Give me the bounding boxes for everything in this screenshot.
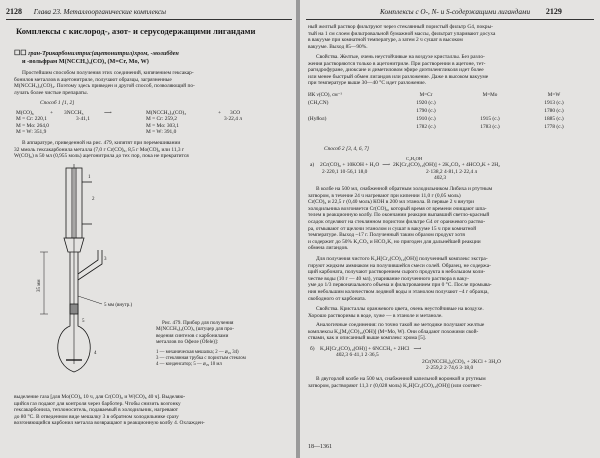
para-4: [308, 322, 592, 342]
right-header-title: Комплексы с O-, N- и S-содержащими лигандами: [380, 8, 531, 16]
dimension-5mm-label: 5 мм (внутр.): [104, 303, 133, 308]
eq2-label: а): [310, 162, 315, 169]
body-line: W(CO)₆) в 50 мл (0,955 моль) ацетонитрила до тех пор, пока не прекратится: [14, 153, 189, 160]
eq2-masses-right: 2·138,2 4·81,1 2·22,4 л: [426, 168, 478, 175]
body-line: ный желтый раствор фильтруют через стеклянный пористый фильтр G4, покры-: [308, 24, 493, 30]
caption-line: ведения синтезов с карбонилами: [156, 332, 229, 339]
ir-header-cell: M=Cr: [419, 92, 433, 98]
ir-header-cell: M=W: [547, 92, 561, 98]
body-line: тый на 1 см слоем фильтровальной бумажной массы, фильтрат упаривают досуха: [308, 30, 496, 37]
legend-line: 4 — конденсатор; 5 — ⌀₂₉ 10 мл: [156, 362, 222, 367]
eq1-reactant2: 3NCCH₃: [64, 110, 84, 116]
ir-table-row: [308, 116, 586, 122]
label-4: 4: [94, 351, 97, 356]
ir-table-cell: 1910 (с.): [416, 116, 436, 122]
body-line: и содержит до 50% K₂CO₃ и HCO₂K, но пригоден для дальнейшей реакции: [308, 238, 481, 245]
dimension-35-label: 35 мм: [37, 279, 42, 292]
body-line: честве воды (10 г — 40 мл), упаривание полученного раствора в ваку-: [308, 275, 469, 282]
ir-header-cell: M=Mo: [482, 92, 498, 98]
eq1-mass: M = W: 391,0: [146, 129, 177, 136]
body-line: телем в реакционную колбу. По окончании реакции выпавший светло-красный: [308, 212, 490, 219]
right-page-number: 2129: [545, 7, 562, 16]
ir-table-cell: 1780 (с.): [544, 108, 564, 114]
caption-line: Прибор для получения: [182, 320, 234, 326]
ir-table-cell: 1790 (с.): [416, 108, 436, 114]
section-title: Комплексы с кислород-, азот- и серусодержащими лигандами: [16, 26, 256, 36]
eq2-solvent: C₂H₅OH: [406, 156, 423, 161]
ir-table-cell: 1782 (с.): [416, 124, 436, 130]
intro-line: лучать более чистые препараты.: [14, 89, 88, 96]
eq2-mw: 402,3: [434, 175, 447, 182]
body-line: до 80 °С. В отведенном виде мешалку 3 в обратном холодильнике сразу: [14, 413, 179, 420]
eq2-right: 2K[Cr₂(CO)₁₀(OH)] + 2K₂CO₃ + 4HCO₂K + 2H₂: [392, 162, 501, 169]
equation-3: [310, 346, 592, 372]
body-line: ствами, как и описанный выше комплекс хрома [5].: [308, 335, 427, 342]
body-line: Хорошо растворимы в воде, хуже — в этаноле и метаноле.: [308, 312, 443, 319]
label-3: 3: [104, 257, 107, 262]
body-line: Аналогичные соединения: по точно такой же методике получают желтые: [316, 322, 485, 328]
intro-line: M(NCCH₃)₂(CO)₄. Поэтому здесь приведен и другой способ, позволяющий по-: [14, 83, 195, 90]
para-5: [308, 376, 592, 389]
label-5: 5: [82, 319, 85, 324]
ir-table-row: [308, 108, 586, 114]
body-line: свободного от карбоната.: [308, 295, 367, 302]
ir-header-cell: ИК ν(CO), см⁻¹: [308, 92, 342, 98]
ir-table-cell: 1778 (с.): [544, 124, 564, 130]
compound-title: [14, 50, 294, 57]
body-line: холодильника возгоняется Cr(CO)₆, который время от времени очищают шпа-: [308, 205, 487, 212]
body-line: В аппаратуре, приведенной на рис. 479, кипятят при перемешивании: [22, 140, 181, 146]
body-line: В колбе на 500 мл, снабженной обратным холодильником Либиха и ртутным: [316, 186, 493, 192]
body-line: обмена лигандов.: [308, 245, 349, 252]
body-line: 32 ммоль гексакарбонила металла (7,0 г Cr(CO)₆, 8,5 г Mo(CO)₆ или 11,3 г: [14, 146, 185, 153]
eq1-mass: M = Cr: 259,2: [146, 116, 177, 123]
method1-body: [14, 140, 290, 160]
para-3: [308, 256, 592, 302]
body-line: гексакарбонила, теплоноситель, подаваемый в холодильник, нагревают: [14, 407, 179, 414]
porous-frit: [70, 304, 78, 314]
eq1-mass: M = Cr: 220,1: [16, 116, 47, 123]
body-line: щийся газ подают для контроля через барботер. Чтобы снизить возгонку: [14, 400, 181, 407]
compound-title-line1: гран-Трикарбонилтрис(ацетонитрил)хром, -молибден: [28, 50, 179, 57]
apparatus-figure: [14, 164, 154, 390]
side-arm: [78, 250, 98, 274]
left-page-number: 2128: [6, 7, 22, 16]
eq2-masses-left: 2·220,1 10·56,1 18,0: [322, 168, 368, 175]
eq2-arrow: ⟶: [382, 162, 390, 169]
figure-caption: [156, 320, 292, 346]
ir-table-cell: [458, 108, 522, 114]
ir-table-row: [308, 100, 586, 106]
eq1-mass: 3·41,1: [76, 116, 90, 123]
body-line: комплексы K₂[M₂(CO)₁₀(OH)] (M=Mo, W). Они обладают похожими свой-: [308, 328, 479, 335]
body-line: возгоняющийся карбонил металла возвращают в реакционную колбу 4. Охлажден-: [14, 420, 205, 427]
ir-table-cell: 1915 (с.): [480, 116, 500, 122]
checkbox-marks: ☐☐: [14, 49, 27, 57]
eq1-mass: 3·22,4 л: [224, 116, 242, 123]
legend-line: 1 — механическая мешалка; 2 — ⌀₂₉ 34): [156, 350, 239, 355]
eq1-product1: M(NCCH₃)₃(CO)₃: [146, 110, 187, 116]
right-running-head: [380, 6, 562, 18]
left-header-rule: [6, 19, 292, 20]
leader-line: [78, 296, 102, 304]
body-line: при температуре выше 30—40 °С идет разложение.: [308, 80, 427, 87]
intro-paragraph: [14, 70, 290, 96]
eq3-masses-right: 2·259,2 2·74,6 3·18,0: [426, 365, 474, 372]
body-line: ния небольшим количеством ледяной воды и этанолом получают ~4 г образца,: [308, 288, 489, 295]
body-line: затвором, в течение 24 ч нагревают при кипении 11,0 г (0,05 моль): [308, 192, 461, 199]
eq1-plus: +: [218, 110, 222, 116]
folio-signature: 18—1361: [308, 444, 332, 450]
caption-line: металлов по Офеле (Öfele)]:: [156, 339, 219, 346]
eq3-left: K₂H[Cr₂(CO)₁₀(OH)] + 6NCCH₃ + 2HCl: [320, 346, 410, 352]
eq2-left: 2Cr(CO)₆ + 10KOH + H₂O: [320, 162, 380, 169]
ir-table-cell: 1920 (с.): [416, 100, 436, 106]
compound-title-line2: и -вольфрам M(NCCH₃)₃(CO)₃ (M=Cr, Mo, W): [22, 58, 149, 65]
body-line: Свойства. Кристаллы оранжевого цвета, очень неустойчивые на воздухе.: [316, 306, 484, 312]
body-line: щий карбоната, получают растворением сырого продукта в небольшом коли-: [308, 269, 486, 276]
body-line: рагидрофуране, диоксане и диметиловом эфире диэтиленгликоля идет более: [308, 67, 484, 74]
left-header-title: Глава 23. Металлоорганические комплексы: [33, 8, 167, 16]
ir-table-cell: [308, 108, 394, 114]
method1-label: Способ 1 [1, 2]: [40, 100, 75, 106]
ir-table-cell: 1913 (с.): [544, 100, 564, 106]
properties-2: [308, 306, 592, 319]
bottom-paragraph: [14, 394, 290, 427]
body-line: затвором, растворяют 11,3 г (0,028 моль) K₂H[Cr₂(CO)₁₀(OH)] (или соответ-: [308, 382, 482, 389]
body-line: жения растворяются только в ацетонитриле. При растворении в ацетоне, тет-: [308, 60, 486, 67]
equation-2: [310, 156, 592, 182]
eq1-reactant1: M(CO)₆: [16, 110, 34, 116]
ir-table-cell: [458, 100, 522, 106]
body-line: в вакууме при комнатной температуре, а затем 2 ч сушат в высоком: [308, 37, 463, 44]
body-line: температуре. Выход ~17 г. Полученный таким образом продукт хотя: [308, 232, 465, 239]
eq1-mass: M = W: 351,9: [16, 129, 47, 136]
body-line: гируют жидким аммиаком на получившейся смеси солей. Образец, не содержа-: [308, 262, 491, 269]
ir-table-cell: 1783 (с.): [480, 124, 500, 130]
eq1-plus: +: [50, 110, 54, 116]
body-line: выделение газа [для Mo(CO)₆ 10 ч, для Cr(CO)₆ и W(CO)₆ 40 ч]. Выделяю-: [14, 394, 186, 400]
body-line: Свойства. Желтые, очень неустойчивые на воздухе кристаллы. Без разло-: [316, 54, 485, 60]
para-2: [308, 186, 592, 252]
left-page: [0, 0, 296, 458]
intro-line: бонилов металлов в ацетонитриле, получают образцы, загрязненные: [14, 76, 172, 83]
eq3-masses: 402,3 6·41,1 2·36,5: [336, 352, 379, 359]
eq1-mass: M = Mo: 303,1: [146, 122, 179, 129]
equation-1: [16, 110, 292, 136]
ir-table-row: [308, 124, 586, 130]
ir-table-cell: [308, 124, 394, 130]
eq1-product2: 3CO: [230, 110, 241, 116]
body-line: Cr(CO)₆ и 22,5 г (0,40 моль) КОН в 200 мл этанола. В первые 2 ч внутри: [308, 199, 475, 206]
right-header-rule: [306, 19, 594, 20]
eq3-label: б): [310, 346, 315, 352]
ir-table-header: [308, 92, 586, 98]
ir-table-cell: (CH₃CN): [308, 100, 329, 106]
body-line: ра, отмывают от щелочи этанолом и сушат в вакууме 15 ч при комнатной: [308, 225, 477, 232]
body-line: осадок отделяют на стеклянном пористом фильтре G4 от оранжевого раство-: [308, 218, 486, 225]
body-line: Для получения чистого K₂H[Cr₂(CO)₁₀(OH)] полученный комплекс экстра-: [316, 256, 488, 262]
eq1-arrow: ⟶: [104, 110, 112, 116]
figure-legend: [156, 350, 292, 368]
right-page: [300, 0, 600, 458]
label-2: 2: [92, 197, 95, 202]
body-line: уме до 1/3 первоначального объема и фильтрованием при 0 °С. После промыва-: [308, 282, 492, 289]
eq3-right: 2Cr(NCCH₃)₃(CO)₃ + 2KCl + 3H₂O: [422, 358, 501, 365]
left-running-head: [6, 6, 166, 18]
para-1: [308, 24, 592, 50]
caption-title: Рис. 479.: [162, 320, 182, 326]
properties-1: [308, 54, 592, 87]
body-line: или менее быстрый обмен лигандов или разложение. Даже в высоком вакууме: [308, 73, 489, 80]
label-1: 1: [88, 175, 91, 180]
ir-table-cell: 1885 (с.): [544, 116, 564, 122]
body-line: В двугорлой колбе на 500 мл, снабженной капельной воронкой и ртутным: [316, 376, 486, 382]
eq3-arrow: ⟶: [413, 346, 422, 352]
eq1-mass: M = Mo: 264,0: [16, 122, 49, 129]
caption-line: M(NCCH₃)₃(CO)₃ (штуцер для про-: [156, 326, 234, 333]
method2-label: Способ 2 [3, 4, 6, 7]: [324, 146, 370, 152]
legend-line: 3 — стеклянная трубка с пористым стеклом: [156, 356, 246, 361]
body-line: вакууме. Выход 85—90%.: [308, 43, 368, 50]
ir-table-cell: (Нуйол): [308, 116, 327, 122]
intro-line: Простейшим способом получения этих соединений, кипячением гексакар-: [22, 70, 194, 76]
